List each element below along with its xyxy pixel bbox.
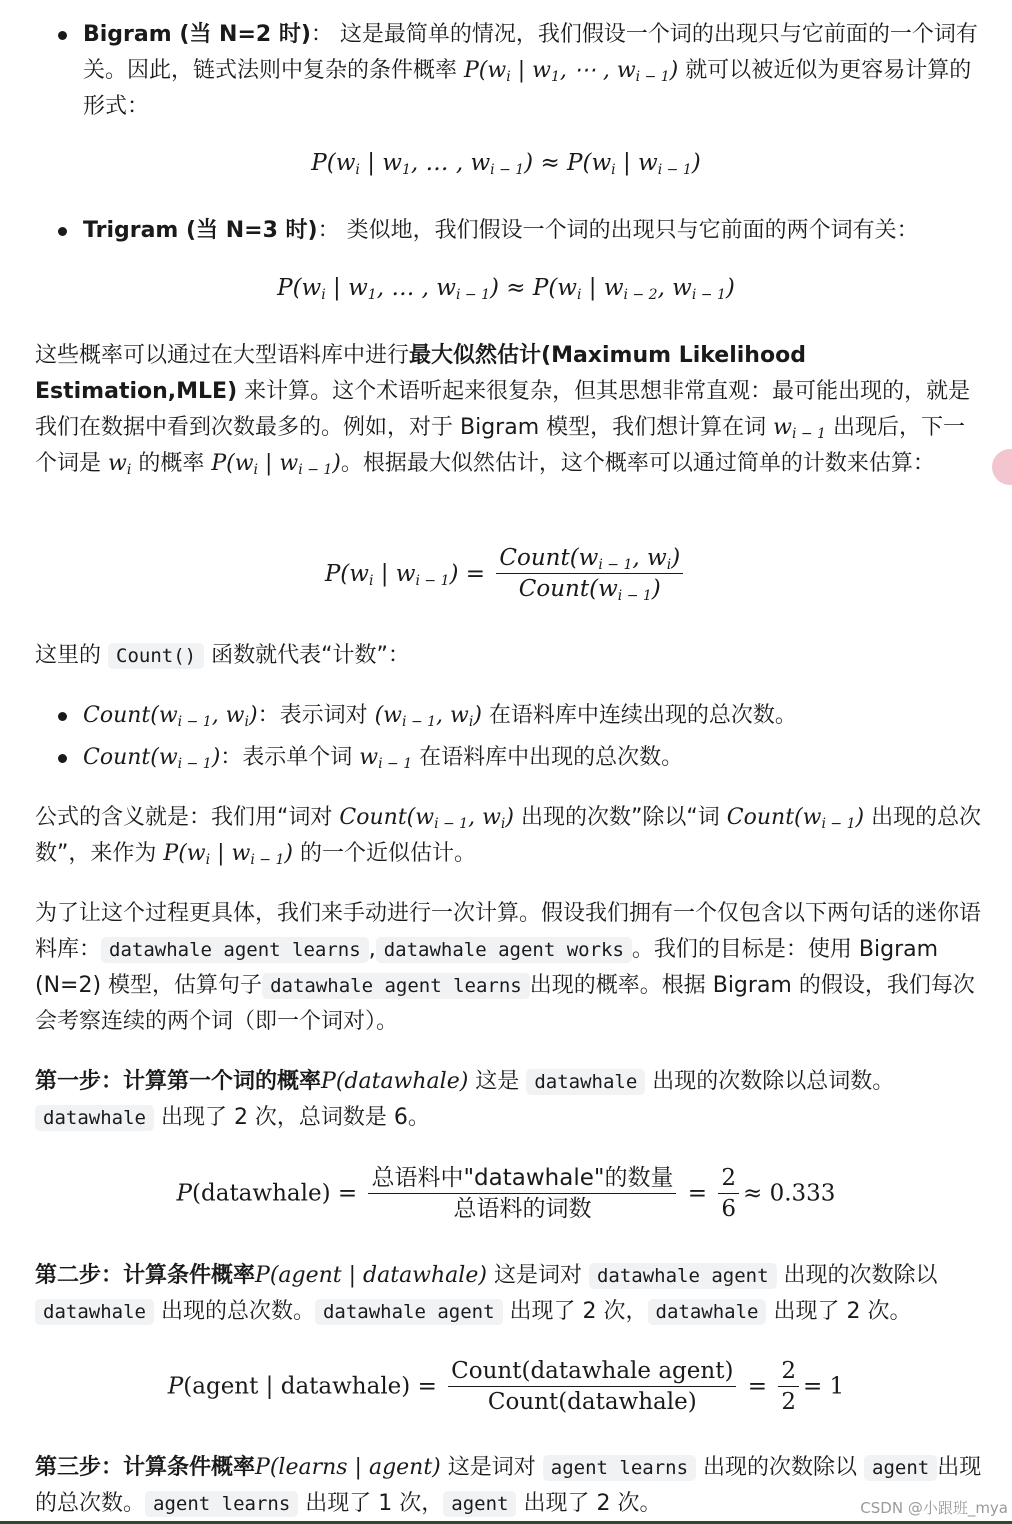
mle-text-4: 的概率 [131, 451, 212, 476]
step3-text-4: 出现了 1 次， [298, 1491, 444, 1516]
step1-heading: 第一步：计算第一个词的概率 [35, 1069, 322, 1094]
step2-text-1: 这是词对 [486, 1263, 589, 1288]
step3-text-2: 出现的次数除以 [696, 1455, 865, 1480]
step1-text-1: 这是 [468, 1069, 527, 1094]
mle-text-3: 出现后，下一个词是 [35, 415, 965, 476]
step3-heading: 第三步：计算条件概率 [35, 1455, 256, 1480]
step2-text-3: 出现的总次数。 [153, 1299, 315, 1324]
step2-text-2: 出现的次数除以 [776, 1263, 938, 1288]
target-sentence-code: datawhale agent learns [262, 973, 530, 999]
step1-formula: P(datawhale) = $\frac{\text{总语料中"datawhale"的数量}}{\text{总语料的词数}}$ = $\frac{2}{6}$ ≈ 0.333 [176, 1165, 836, 1222]
step2-code-2: datawhale [35, 1299, 154, 1325]
bigram-text-2: 就可以被近似为更容易计算的形式： [83, 58, 972, 119]
count-function-code: Count() [108, 643, 204, 669]
step3-inline-math: P(learns | agent) [255, 1455, 441, 1480]
step1-lhs-arg: (datawhale) = [192, 1180, 365, 1207]
step1-fraction-num: 2 [718, 1163, 739, 1194]
step1-code-2: datawhale [35, 1105, 154, 1131]
step2-paragraph [35, 1258, 985, 1330]
step2-lhs-arg: (agent | datawhale) = [183, 1373, 445, 1400]
step2-code-3: datawhale agent [315, 1299, 503, 1325]
count-intro-text-1: 这里的 [35, 643, 108, 668]
example-text-2: 。我们的目标是：使用 Bigram (N=2) 模型，估算句子 [35, 937, 939, 998]
corpus-sentence-2-code: datawhale agent works [376, 937, 632, 963]
step2-fraction-num: 2 [778, 1356, 799, 1387]
count-single-item: $Count(w_{i - 1})$：表示单个词 $w_{i - 1}$ 在语料库中出现的总次数。 [83, 745, 684, 772]
mle-inline-math: $P(w_i$ | $w_{i - 1}$) [211, 451, 341, 478]
example-text-1: 为了让这个过程更具体，我们来手动进行一次计算。假设我们拥有一个仅包含以下两句话的迷你语料库： [35, 901, 982, 962]
step3-text-5: 出现了 2 次。 [516, 1491, 662, 1516]
mle-inline-math: $w_i$ [108, 451, 132, 478]
bigram-approx-formula: $P(w_i$ | $w_1$, … , $w_{i - 1}) \approx P(w_i$ | $w_{i - 1}$) [311, 150, 701, 178]
step2-lhs-p: P [167, 1373, 184, 1400]
step1-text-2: 出现的次数除以总词数。 [645, 1069, 895, 1094]
mle-text-2: 来计算。这个术语听起来很复杂，但其思想非常直观：最可能出现的，就是我们在数据中看到次数最多的。例如，对于 Bigram 模型，我们想计算在词 [35, 379, 971, 440]
corpus-sentence-1-code: datawhale agent learns [101, 937, 369, 963]
step2-inline-math: P(agent | datawhale) [255, 1263, 487, 1288]
mle-term: 最大似然估计(Maximum Likelihood Estimation,MLE) [35, 343, 806, 404]
step2-text-4: 出现了 2 次， [502, 1299, 648, 1324]
step2-denominator: Count(datawhale) [487, 1389, 697, 1415]
count-pair-text-2: 在语料库中连续出现的总次数。 [481, 703, 797, 728]
step1-inline-math: P(datawhale) [321, 1069, 469, 1094]
list-bullet [58, 31, 67, 40]
step1-numerator: 总语料中"datawhale"的数量 [368, 1163, 676, 1194]
step3-code-2: agent [864, 1455, 937, 1481]
example-paragraph [35, 896, 985, 1040]
bigram-text-1: ： 这是最简单的情况，我们假设一个词的出现只与它前面的一个词有关。因此，链式法则中复杂的条件概率 [83, 22, 978, 83]
step1-denominator: 总语料的词数 [453, 1196, 592, 1222]
trigram-term: Trigram (当 N=3 时) [83, 218, 318, 243]
mle-formula: $P(w_i$ | $w_{i - 1}$) = $\frac{Count(w_{i - 1}, w_i)}{Count(w_{i - 1})}$ [0, 543, 1012, 604]
list-bullet [58, 754, 67, 763]
step2-heading: 第二步：计算条件概率 [35, 1263, 256, 1288]
trigram-text-1: ： 类似地，我们假设一个词的出现只与它前面的两个词有关： [317, 218, 919, 243]
step1-text-3: 出现了 2 次，总词数是 6。 [153, 1105, 430, 1130]
count-pair-item: $Count(w_{i - 1}$, $w_i$)：表示词对 ($w_{i - 1}$, $w_i$) 在语料库中连续出现的总次数。 [83, 703, 797, 730]
step3-code: agent learns [543, 1455, 696, 1481]
mle-text-1: 这些概率可以通过在大型语料库中进行 [35, 343, 410, 368]
meaning-text-2: 出现的次数”除以“词 [514, 805, 727, 830]
step3-code-3: agent learns [145, 1491, 298, 1517]
step1-lhs-p: P [176, 1180, 193, 1207]
count-pair-text-1: ：表示词对 [257, 703, 375, 728]
mle-inline-math: $w_{i - 1}$ [773, 415, 826, 442]
example-text-3: 出现的概率。根据 Bigram 的假设，我们每次会考察连续的两个词（即一个词对）。 [35, 973, 975, 1034]
meaning-text-1: 公式的含义就是：我们用“词对 [35, 805, 340, 830]
bigram-inline-formula: $P(w_i$ | $w_1$, ⋯ , $w_{i - 1}$) [464, 58, 679, 85]
step2-code-4: datawhale [648, 1299, 767, 1325]
meaning-text-3: 出现的总次数”，来作为 [35, 805, 982, 866]
step3-text-1: 这是词对 [440, 1455, 543, 1480]
list-bullet [58, 227, 67, 236]
count-intro-paragraph [35, 638, 985, 674]
bigram-item [83, 17, 983, 125]
mle-paragraph [35, 338, 985, 482]
step1-result: ≈ 0.333 [743, 1180, 836, 1207]
example-separator: , [368, 937, 376, 962]
step1-paragraph [35, 1064, 985, 1136]
bigram-term: Bigram (当 N=2 时) [83, 22, 311, 47]
step2-result: = 1 [802, 1373, 845, 1400]
step3-code-4: agent [443, 1491, 516, 1517]
count-single-text-1: ：表示单个词 [220, 745, 360, 770]
step3-text-3: 出现的总次数。 [35, 1455, 982, 1516]
mle-text-5: 。根据最大似然估计，这个概率可以通过简单的计数来估算： [340, 451, 935, 476]
step3-paragraph [35, 1450, 985, 1522]
step2-text-5: 出现了 2 次。 [766, 1299, 912, 1324]
csdn-watermark: CSDN @小跟班_mya [860, 1499, 1008, 1517]
step2-formula: P(agent | datawhale) = $\frac{\text{Count(datawhale agent)}}{\text{Count(datawhale)}}$ = $\frac{2}{2}$ = 1 [167, 1358, 845, 1415]
count-single-text-2: 在语料库中出现的总次数。 [412, 745, 684, 770]
meaning-text-4: 的一个近似估计。 [292, 841, 476, 866]
step2-fraction-den: 2 [781, 1389, 796, 1415]
meaning-paragraph: 公式的含义就是：我们用“词对 $Count(w_{i - 1}$, $w_i$) 出现的次数”除以“词 $Count(w_{i - 1})$ 出现的总次数”，来作为 $P(w_i$ | $w_{i - 1}$) 的一个近似估计。 [35, 805, 982, 868]
step2-numerator: Count(datawhale agent) [448, 1356, 736, 1387]
trigram-item [83, 213, 983, 249]
floating-side-button[interactable] [992, 449, 1012, 485]
count-intro-text-2: 函数就代表“计数”： [204, 643, 410, 668]
trigram-approx-formula: $P(w_i$ | $w_1$, … , $w_{i - 1}) \approx P(w_i$ | $w_{i - 2}$, $w_{i - 1}$) [277, 275, 735, 303]
step1-fraction-den: 6 [721, 1196, 736, 1222]
step2-code: datawhale agent [589, 1263, 777, 1289]
step1-code: datawhale [526, 1069, 645, 1095]
list-bullet [58, 712, 67, 721]
